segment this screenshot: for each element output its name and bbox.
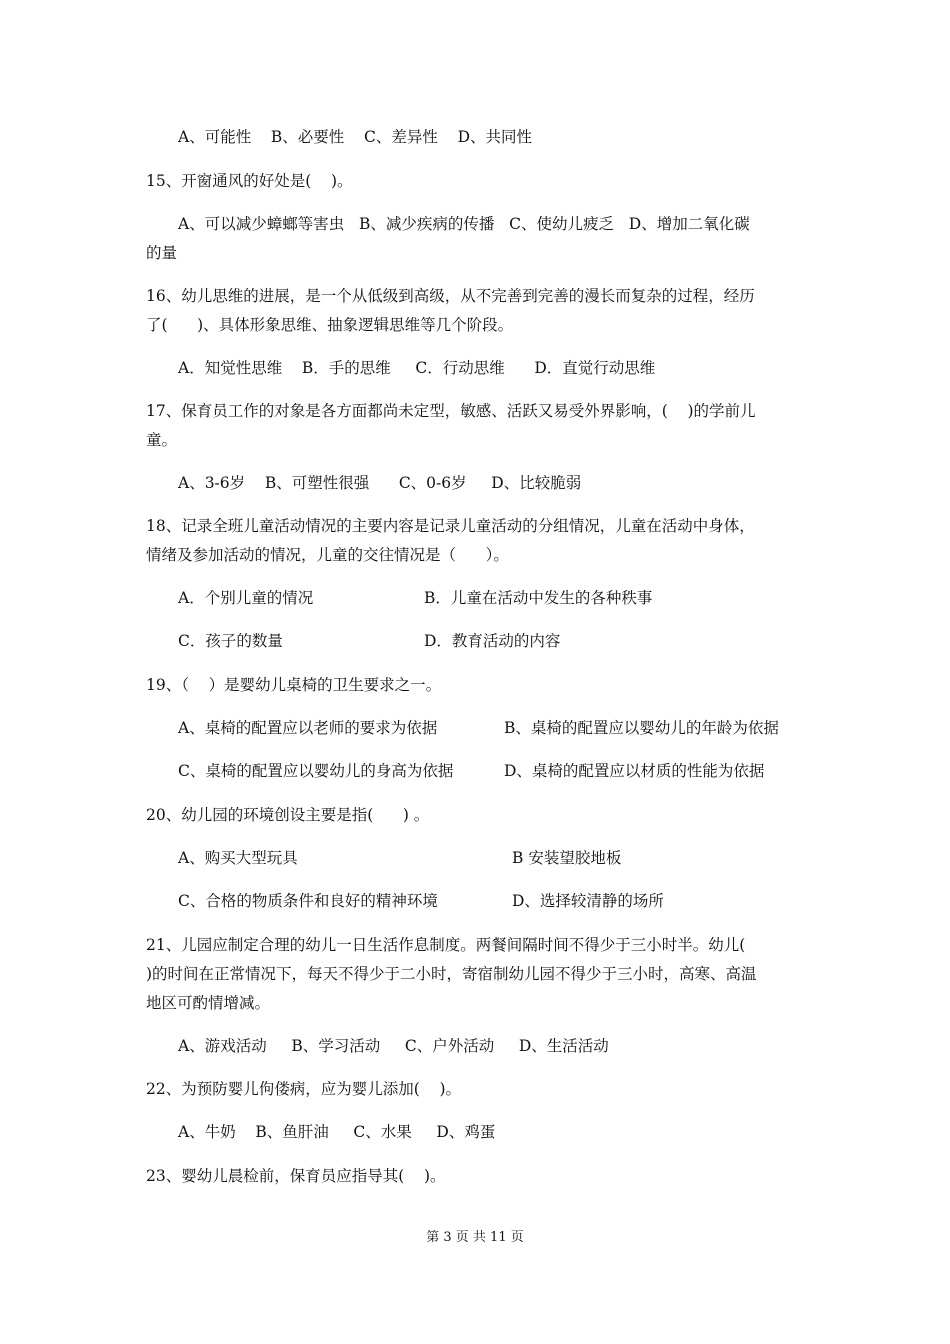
q19-option-a: A、桌椅的配置应以老师的要求为依据 [178, 719, 438, 737]
q17-stem-cont: 童。 [146, 431, 178, 449]
q19-stem: 19、（ ）是婴幼儿桌椅的卫生要求之一。 [146, 676, 442, 694]
q18-option-b: B．儿童在活动中发生的各种秩事 [424, 589, 653, 607]
q17-stem: 17、保育员工作的对象是各方面都尚未定型，敏感、活跃又易受外界影响，( )的学前儿 [146, 402, 756, 420]
q19-option-d: D、桌椅的配置应以材质的性能为依据 [504, 762, 765, 780]
q21-stem: 21、儿园应制定合理的幼儿一日生活作息制度。两餐间隔时间不得少于三小时半。幼儿( [146, 936, 746, 954]
q22-stem: 22、为预防婴儿佝偻病，应为婴儿添加( )。 [146, 1080, 462, 1098]
q15-stem: 15、开窗通风的好处是( )。 [146, 172, 353, 190]
q21-stem-cont: )的时间在正常情况下，每天不得少于二小时，寄宿制幼儿园不得少于三小时，高寒、高温 [146, 965, 757, 983]
q15-options-cont: 的量 [146, 244, 178, 262]
page-number: 第 3 页 共 11 页 [426, 1230, 524, 1245]
q16-stem-cont: 了( )、具体形象思维、抽象逻辑思维等几个阶段。 [146, 316, 514, 334]
q20-stem: 20、幼儿园的环境创设主要是指( ) 。 [146, 806, 430, 824]
q20-option-d: D、选择较清静的场所 [512, 892, 664, 910]
q18-option-d: D．教育活动的内容 [424, 632, 561, 650]
q20-option-a: A、购买大型玩具 [178, 849, 298, 867]
q18-stem-cont: 情绪及参加活动的情况，儿童的交往情况是（ ）。 [146, 546, 509, 564]
q18-option-c: C．孩子的数量 [178, 632, 283, 650]
q16-stem: 16、幼儿思维的进展，是一个从低级到高级，从不完善到完善的漫长而复杂的过程，经历 [146, 287, 755, 305]
q16-options: A．知觉性思维 B．手的思维 C．行动思维 D．直觉行动思维 [178, 359, 656, 377]
q20-option-b: B 安装望胶地板 [512, 849, 622, 867]
q15-options: A、可以减少蟑螂等害虫 B、减少疾病的传播 C、使幼儿疲乏 D、增加二氧化碳 [178, 215, 750, 233]
q19-option-b: B、桌椅的配置应以婴幼儿的年龄为依据 [504, 719, 779, 737]
q21-stem-cont2: 地区可酌情增减。 [146, 994, 271, 1012]
q18-stem: 18、记录全班儿童活动情况的主要内容是记录儿童活动的分组情况，儿童在活动中身体， [146, 517, 755, 535]
q19-option-c: C、桌椅的配置应以婴幼儿的身高为依据 [178, 762, 454, 780]
q22-options: A、牛奶 B、鱼肝油 C、水果 D、鸡蛋 [178, 1123, 496, 1141]
q21-options: A、游戏活动 B、学习活动 C、户外活动 D、生活活动 [178, 1037, 609, 1055]
q20-option-c: C、合格的物质条件和良好的精神环境 [178, 892, 438, 910]
q14-options: A、可能性 B、必要性 C、差异性 D、共同性 [178, 128, 532, 146]
q17-options: A、3-6岁 B、可塑性很强 C、0-6岁 D、比较脆弱 [178, 474, 582, 492]
q23-stem: 23、婴幼儿晨检前，保育员应指导其( )。 [146, 1167, 446, 1185]
q18-option-a: A．个别儿童的情况 [178, 589, 314, 607]
